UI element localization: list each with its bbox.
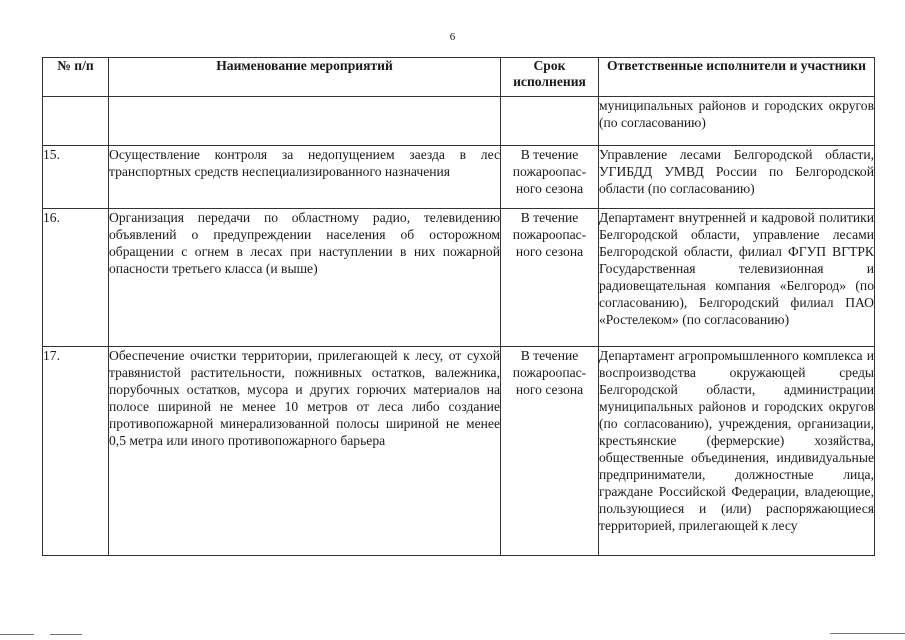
header-num: № п/п	[43, 58, 109, 97]
cell-num: 16.	[43, 209, 109, 347]
cell-name: Осуществление контроля за недопущением заезда в лес транспортных средств неспециализированного назначения	[109, 146, 501, 209]
header-responsible: Ответственные исполнители и участники	[599, 58, 875, 97]
scan-artifact	[0, 634, 34, 635]
cell-name: Обеспечение очистки территории, прилегающей к лесу, от сухой травянистой растительности, пожнивных остатков, валежника, порубочных остатков, мусора и других горючих материалов на полосе шириной не менее 10 метров от леса либо создание противопожарной минерализованной полосы шириной не менее 0,5 метра или иного противопожарного барьера	[109, 347, 501, 556]
cell-responsible: Департамент внутренней и кадровой политики Белгородской области, управление лесами Белгородской области, филиал ФГУП ВГТРК Государственная телевизионная и радиовещательная компания «Белгород» (по согласованию), Белгородский филиал ПАО «Ростелеком» (по согласованию)	[599, 209, 875, 347]
cell-name: Организация передачи по областному радио, телевидению объявлений о предупреждении населения об осторожном обращении с огнем в лесах при наступлении в них пожарной опасности третьего класса (и выше)	[109, 209, 501, 347]
cell-responsible: муниципальных районов и городских округов (по согласованию)	[599, 97, 875, 146]
cell-num	[43, 97, 109, 146]
scan-artifact	[50, 634, 82, 635]
table-row-continuation	[43, 97, 875, 146]
cell-responsible: Управление лесами Белгородской области, УГИБДД УМВД России по Белгородской области (по согласованию)	[599, 146, 875, 209]
table-row	[43, 209, 875, 347]
table-row	[43, 347, 875, 556]
scan-artifact	[830, 633, 905, 634]
header-name: Наименование мероприятий	[109, 58, 501, 97]
cell-name	[109, 97, 501, 146]
page-number: 6	[449, 31, 456, 43]
cell-responsible: Департамент агропромышленного комплекса и воспроизводства окружающей среды Белгородской области, администрации муниципальных районов и городских округов (по согласованию), учреждения, организации, крестьянские (фермерские) хозяйства, общественные объединения, индивидуальные предприниматели, должностные лица, граждане Российской Федерации, владеющие, пользующиеся и (или) распоряжающиеся территорией, прилегающей к лесу	[599, 347, 875, 556]
cell-term: В течение пожароопас-ного сезона	[501, 347, 599, 556]
cell-num: 15.	[43, 146, 109, 209]
cell-num: 17.	[43, 347, 109, 556]
events-table	[42, 57, 875, 556]
cell-term: В течение пожароопас-ного сезона	[501, 209, 599, 347]
cell-term: В течение пожароопас-ного сезона	[501, 146, 599, 209]
header-term: Срок исполнения	[501, 58, 599, 97]
cell-term	[501, 97, 599, 146]
table-header-row	[43, 58, 875, 97]
table-row	[43, 146, 875, 209]
